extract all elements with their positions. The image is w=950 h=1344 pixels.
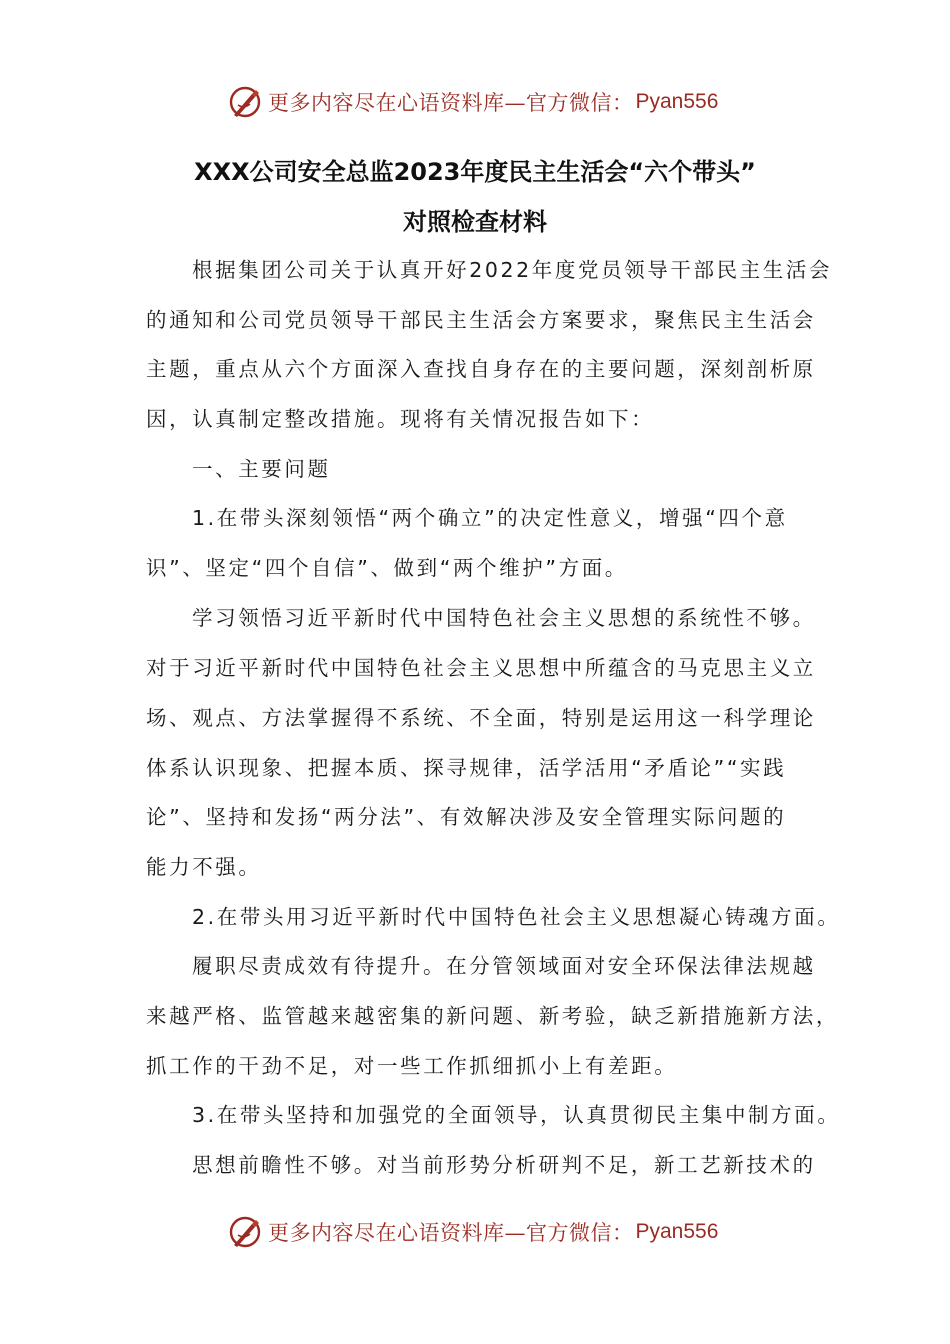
- body-line: 因，认真制定整改措施。现将有关情况报告如下：: [146, 407, 655, 431]
- header-wechat-id: Pyan556: [635, 90, 719, 113]
- body-line: 3.在带头坚持和加强党的全面领导，认真贯彻民主集中制方面。: [192, 1103, 841, 1127]
- footer-banner-text: 更多内容尽在心语资料库—官方微信：: [268, 1221, 634, 1245]
- section-heading: 一、主要问题: [192, 457, 331, 481]
- body-line: 主题，重点从六个方面深入查找自身存在的主要问题，深刻剖析原: [146, 357, 816, 381]
- body-line: 抓工作的干劲不足，对一些工作抓细抓小上有差距。: [146, 1054, 678, 1078]
- body-line: 场、观点、方法掌握得不系统、不全面，特别是运用这一科学理论: [146, 706, 816, 730]
- body-line: 来越严格、监管越来越密集的新问题、新考验，缺乏新措施新方法，: [146, 1004, 839, 1028]
- body-line: 1.在带头深刻领悟“两个确立”的决定性意义，增强“四个意: [192, 506, 788, 530]
- body-line: 体系认识现象、把握本质、探寻规律，活学活用“矛盾论”“实践: [146, 756, 787, 780]
- body-line: 思想前瞻性不够。对当前形势分析研判不足，新工艺新技术的: [192, 1153, 816, 1177]
- header-watermark-banner: [0, 82, 950, 122]
- body-line: 根据集团公司关于认真开好2022年度党员领导干部民主生活会: [192, 258, 833, 282]
- pen-circle-logo-icon: [228, 85, 262, 119]
- header-banner-text: 更多内容尽在心语资料库—官方微信：: [268, 91, 634, 115]
- footer-watermark-banner: [0, 1212, 950, 1252]
- body-line: 论”、坚持和发扬“两分法”、有效解决涉及安全管理实际问题的: [146, 805, 787, 829]
- body-line: 识”、坚定“四个自信”、做到“两个维护”方面。: [146, 556, 628, 580]
- footer-wechat-id: Pyan556: [635, 1220, 719, 1243]
- body-line: 对于习近平新时代中国特色社会主义思想中所蕴含的马克思主义立: [146, 656, 816, 680]
- body-line: 履职尽责成效有待提升。在分管领域面对安全环保法律法规越: [192, 954, 816, 978]
- document-title-line-1: XXX公司安全总监2023年度民主生活会“六个带头”: [194, 158, 756, 186]
- body-line: 能力不强。: [146, 855, 262, 879]
- pen-circle-logo-icon: [228, 1215, 262, 1249]
- body-line: 学习领悟习近平新时代中国特色社会主义思想的系统性不够。: [192, 606, 816, 630]
- body-line: 2.在带头用习近平新时代中国特色社会主义思想凝心铸魂方面。: [192, 905, 841, 929]
- document-title-line-2: 对照检查材料: [403, 208, 547, 236]
- body-line: 的通知和公司党员领导干部民主生活会方案要求，聚焦民主生活会: [146, 308, 816, 332]
